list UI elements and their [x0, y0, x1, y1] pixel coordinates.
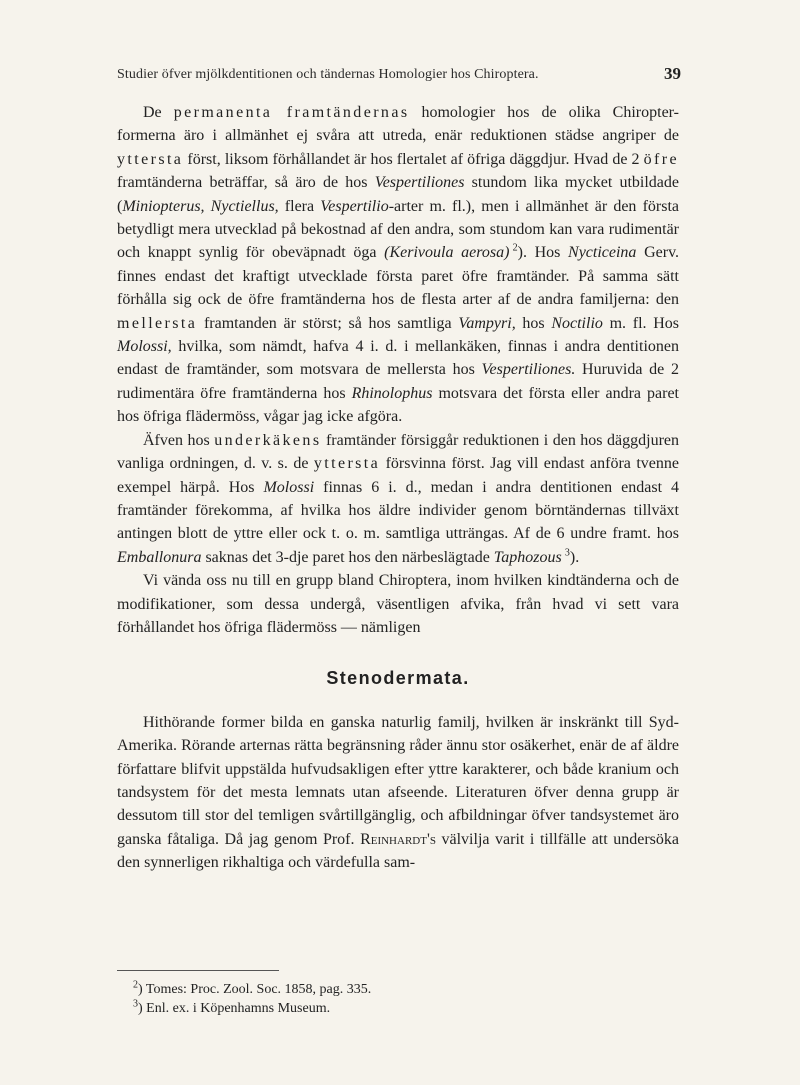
footnote-ref: 2	[512, 243, 518, 255]
spaced-emphasis: underkäkens	[214, 431, 322, 449]
text-span: -arter m. fl.), men i allmänhet är den första betydligt mera utvecklad på bekostnad af den andra, som stundom kan vara rudimentär och knappt synlig för obeväpnadt öga	[117, 197, 679, 262]
spaced-emphasis: permanenta framtändernas	[173, 104, 410, 121]
taxon-name: (Kerivoula aerosa)	[384, 244, 510, 262]
text-span: ). Hos	[517, 244, 569, 262]
spaced-emphasis: mellersta	[117, 314, 198, 332]
text-span: framtanden är störst; så hos samtliga	[197, 314, 459, 332]
footnote	[133, 999, 679, 1018]
footnote-ref: 3	[564, 547, 570, 559]
text-span: homologier hos de olika Chiropter-formerna äro i allmänhet ej svåra att utreda, enär reduktionen städse angriper de	[117, 104, 680, 145]
spaced-emphasis: yttersta	[313, 455, 381, 473]
taxon-name: Molossi	[263, 478, 315, 496]
spaced-emphasis: öfre	[643, 150, 679, 168]
footnote-mark: 3	[133, 998, 138, 1010]
footnotes	[133, 980, 679, 1018]
text-span: framtänderna beträffar, så äro de hos	[117, 174, 375, 192]
taxon-name: Rhinolophus	[351, 384, 433, 402]
text-span: först, liksom förhållandet är hos flertalet af öfriga däggdjur. Hvad de 2	[183, 150, 644, 168]
footnote	[133, 980, 679, 999]
text-span: hos	[515, 314, 552, 332]
text-span: m. fl. Hos	[602, 314, 680, 332]
footnote-text: ) Enl. ex. i Köpenhamns Museum.	[138, 1001, 331, 1016]
running-title: Studier öfver mjölkdentitionen och tändernas Homologier hos Chiroptera.	[117, 67, 539, 82]
paragraph-upper-incisors	[117, 101, 679, 429]
taxon-name: Emballonura	[117, 548, 202, 566]
paragraph-stenodermata	[117, 711, 679, 875]
text-span: framtänder försiggår reduktionen i den hos däggdjuren vanliga ordningen, d. v. s. de	[117, 431, 680, 473]
text-span: Vi vända oss nu till en grupp bland Chiroptera, inom hvilken kindtänderna och de modifikationer, som dessa undergå, väsentligen afvika, från hvad vi sett vara förhållandet hos öfriga flädermöss — nämligen	[117, 572, 679, 636]
taxon-name: Vampyri,	[458, 314, 516, 332]
paragraph-transition	[117, 569, 679, 639]
text-span: motsvara det första eller andra paret hos öfriga flädermöss, vågar jag icke afgöra.	[117, 384, 679, 426]
main-text	[117, 101, 679, 875]
text-span: saknas det 3-dje paret hos den närbeslägtade	[201, 548, 494, 566]
text-span: flera	[278, 197, 321, 215]
footnote-mark: 2	[133, 979, 138, 991]
running-head	[117, 64, 679, 86]
taxon-name: Vespertilio	[320, 197, 389, 215]
text-span: finnas 6 i. d., medan i andra dentitionen endast 4 framtänder förekomma, af hvilka hos äldre individer genom börntändernas tillväxt antingen blott de yttre eller ock t. o. m. samtliga utträngas. Af de 6 undre framt. hos	[117, 478, 680, 543]
text-span: Äfven hos	[143, 431, 215, 449]
taxon-name: Nycticeina	[568, 244, 637, 262]
footnote-text: ) Tomes: Proc. Zool. Soc. 1858, pag. 335.	[138, 982, 372, 997]
section-heading: Stenodermata.	[326, 668, 470, 689]
text-span: Hithörande former bilda en ganska naturlig familj, hvilken är inskränkt till Syd-Amerika. Rörande arternas rätta begränsning råder ännu stor osäkerhet, enär de af äldre författare blifvit uppstälda hufvudsakligen efter yttre karakterer, och både kranium och tandsystem för det mesta lemnats utan afseende. Literaturen öfver denna grupp är dessutom till stor del temligen svårtillgänglig, och afbildningar öfver tandsystemet äro ganska fåtaliga. Då jag genom Prof.	[117, 713, 679, 848]
taxon-name: Taphozous	[493, 548, 562, 566]
page-number: 39	[664, 64, 681, 83]
footnote-rule	[117, 970, 279, 971]
person-name: Reinhardt's	[360, 830, 436, 848]
text-span: Huruvida de 2 rudimentära öfre framtänderna hos	[117, 361, 679, 402]
text-span: försvinna först. Jag vill endast anföra tvenne exempel härpå. Hos	[117, 455, 679, 496]
text-span: De	[143, 104, 174, 121]
taxon-name: Molossi,	[117, 338, 172, 356]
spaced-emphasis: yttersta	[117, 150, 184, 168]
text-span: hvilka, som nämdt, hafva 4 i. d. i mellankäken, finnas i andra dentitionen endast de framtänder, som motsvara de mellersta hos	[117, 338, 679, 379]
paragraph-lower-incisors	[117, 429, 679, 569]
taxon-name: Miniopterus, Nyctiellus,	[122, 197, 279, 215]
taxon-name: Vespertiliones.	[481, 361, 576, 379]
taxon-name: Vespertiliones	[374, 174, 465, 192]
text-span: stundom lika mycket utbildade (	[117, 174, 680, 215]
text-span: Gerv. finnes endast det kraftigt utvecklade första paret öfre framtänder. På samma sätt förhålla sig ock de öfre framtänderna hos de flesta arter af de andra familjerna: den	[117, 244, 680, 309]
text-span: ).	[569, 548, 580, 566]
text-span: välvilja varit i tillfälle att undersöka den synnerligen rikhaltiga och värdefulla sam-	[117, 830, 680, 872]
taxon-name: Noctilio	[551, 314, 603, 332]
